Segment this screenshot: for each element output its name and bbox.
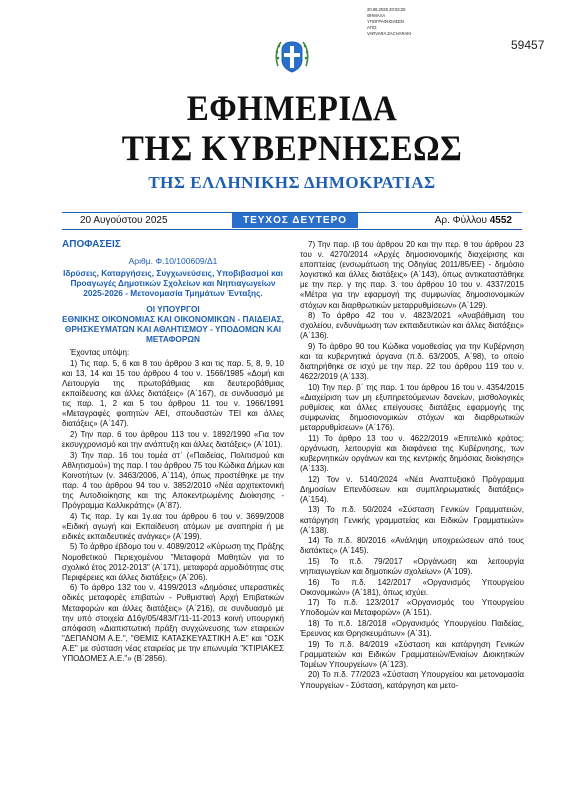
- paragraph: 13) Το π.δ. 50/2024 «Σύσταση Γενικών Γραμματειών, κατάργηση Γενικής γραμματείας και Ειδικών Γραμματειών» (Α΄138).: [300, 505, 524, 535]
- paragraph: 2) Την παρ. 6 του άρθρου 113 του ν. 1892/1990 «Για τον εκσυγχρονισμό και την ανάπτυξη και άλλες διατάξεις» (Α΄101).: [62, 429, 284, 450]
- paragraph: 4) Τις παρ. 1γ και 1γ.αα του άρθρου 6 του ν. 3699/2008 «Ειδική αγωγή και Εκπαίδευση ατόμων με αναπηρία ή με ειδικές εκπαιδευτικές ανάγκες» (Α΄199).: [62, 511, 284, 541]
- masthead-line-2: ΤΗΣ ΚΥΒΕΡΝΗΣΕΩΣ: [121, 128, 463, 168]
- paragraph: 10) Την περ. β΄ της παρ. 1 του άρθρου 16 του ν. 4354/2015 «Διαχείριση των μη εξυπηρετούμενων δανείων, μισθολογικές ρυθμίσεις και άλλες επείγουσες διατάξεις εφαρμογής της συμφωνίας δημοσιονομικών στόχων και διαρθρωτικών μεταρρυθμίσεων» (Α΄176).: [300, 382, 524, 433]
- signature-line: VARVARA ZACHARAKI: [367, 31, 412, 36]
- paragraph: 5) Το άρθρο έβδομο του ν. 4089/2012 «Κύρωση της Πράξης Νομοθετικού Περιεχομένου "Μεταφορά Μαθητών για το σχολικό έτος 2012-2013" (Α΄171), μεταφορά αρμοδιότητας στις Περιφέρειες και άλλες διατάξεις» (Α΄206).: [62, 542, 284, 582]
- signature-line: ΘΗΜΑΛΑ: [367, 13, 386, 18]
- paragraph: 18) Το π.δ. 18/2018 «Οργανισμός Υπουργείου Παιδείας, Έρευνας και Θρησκευμάτων» (Α΄31).: [300, 618, 524, 639]
- paragraph: 11) Το άρθρο 13 του ν. 4622/2019 «Επιτελικό κράτος: οργάνωση, λειτουργία και διαφάνεια της Κυβέρνησης, των κυβερνητικών οργάνων και της κεντρικής δημόσιας διοίκησης» (Α΄133).: [300, 433, 524, 474]
- left-column: [62, 240, 284, 665]
- issue-date: 20 Αυγούστου 2025: [80, 215, 168, 226]
- signature-line: ΑΠΟ:: [367, 25, 378, 30]
- paragraph: 9) Το άρθρο 90 του Κώδικα νομοθεσίας για την Κυβέρνηση και τα κυβερνητικά όργανα (π.δ. 63/2005, Α΄98), το οποίο διατηρήθηκε σε ισχύ με την περ. 22 του άρθρου 119 του ν. 4622/2019 (Α΄133).: [300, 341, 524, 382]
- paragraph: 3) Την παρ. 16 του τομέα στ΄ («Παιδείας, Πολιτισμού και Αθλητισμού») της παρ. Ι του άρθρου 75 του Κώδικα Δήμων και Κοινοτήτων (ν. 3463/2006, Α΄114), όπως προστέθηκε με την παρ. 4 του άρθρου 94 του ν. 3852/2010 «Νέα αρχιτεκτονική της Αυτοδιοίκησης και της Αποκεντρωμένης Διοίκησης - Πρόγραμμα Καλλικράτης» (Α΄87).: [62, 450, 284, 511]
- paragraph: 1) Τις παρ. 5, 6 και 8 του άρθρου 3 και τις παρ. 5, 8, 9, 10 και 13, 14 και 15 του άρθρου 4 του ν. 1566/1985 «Δομή και Λειτουργία της πρωτοβάθμιας και δευτεροβάθμιας εκπαίδευσης και άλλες διατάξεις» (Α΄167), σε συνδυασμό με τις παρ. 1, 2 και 5 του άρθρου 11 του ν. 1966/1991 «Μεταγραφές φοιτητών ΑΕΙ, σπουδαστών ΤΕΙ και άλλες διατάξεις» (Α΄147).: [62, 358, 284, 429]
- issue-bar: [62, 212, 522, 230]
- considering-intro: Έχοντας υπόψη:: [70, 348, 130, 358]
- paragraph: 7) Την παρ. ιβ του άρθρου 20 και την περ. θ του άρθρου 23 του ν. 4270/2014 «Αρχές δημοσιονομικής διαχείρισης και εποπτείας (ενσωμάτωση της Οδηγίας 2011/85/ΕΕ) - δημόσιο λογιστικό και άλλες διατάξεις» (Α΄143), όπως αντικαταστάθηκε με την περ. γ της παρ. 3. του άρθρου 10 του ν. 4337/2015 «Μέτρα για την εφαρμογή της συμφωνίας δημοσιονομικών στόχων και διαρθρωτικών μεταρρυθμίσεων» (Α΄129).: [300, 240, 524, 310]
- masthead-subtitle: ΤΗΣ ΕΛΛΗΝΙΚΗΣ ΔΗΜΟΚΡΑΤΙΑΣ: [148, 173, 436, 192]
- sheet-label: Αρ. Φύλλου: [434, 215, 487, 226]
- right-column: [300, 240, 524, 691]
- masthead-line-1: ΕΦΗΜΕΡΙΔΑ: [186, 88, 398, 128]
- decision-title: Ιδρύσεις, Καταργήσεις, Συγχωνεύσεις, Υποβιβασμοί και Προαγωγές Δημοτικών Σχολείων και Νηπιαγωγείων 2025-2026 - Μετονομασία Τμημάτων Ένταξης.: [63, 268, 283, 299]
- page-number: 59457: [511, 38, 545, 52]
- ministers-line-2: ΕΘΝΙΚΗΣ ΟΙΚΟΝΟΜΙΑΣ ΚΑΙ ΟΙΚΟΝΟΜΙΚΩΝ - ΠΑΙΔΕΙΑΣ, ΘΡΗΣΚΕΥΜΑΤΩΝ ΚΑΙ ΑΘΛΗΤΙΣΜΟΥ - ΥΠΟΔΟΜΩΝ ΚΑΙ ΜΕΤΑΦΟΡΩΝ: [62, 314, 284, 345]
- paragraph: 16) Το π.δ. 142/2017 «Οργανισμός Υπουργείου Οικονομικών» (Α΄181), όπως ισχύει.: [300, 577, 524, 597]
- paragraph: 20) Το π.δ. 77/2023 «Σύσταση Υπουργείου και μετονομασία Υπουργείων - Σύσταση, κατάργηση και μετο-: [300, 670, 524, 690]
- digital-signature-stamp: [367, 7, 411, 37]
- paragraph: 19) Το π.δ. 84/2019 «Σύσταση και κατάργηση Γενικών Γραμματειών και Ειδικών Γραμματειών/Ενιαίων Διοικητικών Τομέων Υπουργείων» (Α΄123).: [300, 639, 524, 669]
- paragraph: 8) Το άρθρο 42 του ν. 4823/2021 «Αναβάθμιση του σχολείου, ενδυνάμωση των εκπαιδευτικών και άλλες διατάξεις» (Α΄136).: [300, 311, 524, 341]
- paragraph: 14) Το π.δ. 80/2016 «Ανάληψη υποχρεώσεων από τους διατάκτες» (Α΄145).: [300, 536, 524, 556]
- greek-emblem-icon: [272, 36, 312, 76]
- paragraph: 6) Το άρθρο 132 του ν. 4199/2013 «Δημόσιες υπεραστικές οδικές μεταφορές επιβατών - Ρυθμιστική Αρχή Επιβατικών Μεταφορών και άλλες διατάξεις» (Α΄216), σε συνδυασμό με την υπό στοιχεία Δ16γ/05/483/Γ/11-11-2013 κοινή υπουργική απόφαση «Διαπιστωτική πράξη συγχώνευσης των εταιρειών "ΔΕΠΑΝΟΜ Α.Ε.", "ΘΕΜΙΣ ΚΑΤΑΣΚΕΥΑΣΤΙΚΗ Α.Ε" και "ΟΣΚ Α.Ε" με σύσταση νέας εταιρείας με την επωνυμία "ΚΤΙΡΙΑΚΕΣ ΥΠΟΔΟΜΕΣ Α.Ε."» (Β΄2856).: [62, 583, 284, 663]
- section-title: ΑΠΟΦΑΣΕΙΣ: [62, 239, 121, 250]
- ministers-line-1: ΟΙ ΥΠΟΥΡΓΟΙ: [146, 304, 200, 315]
- signature-line: 20.08.2025 20:03:25: [367, 7, 406, 12]
- issue-sheet-number: [435, 215, 512, 226]
- sheet-value: 4552: [489, 215, 512, 226]
- paragraph: 12) Τον ν. 5140/2024 «Νέα Αναπτυξιακό Πρόγραμμα Δημοσίων Επενδύσεων και συμπληρωματικές διατάξεις» (Α΄154).: [300, 474, 524, 504]
- paragraph: 17) Το π.δ. 123/2017 «Οργανισμός του Υπουργείου Υποδομών και Μεταφορών» (Α΄151).: [300, 598, 524, 618]
- signature-line: ΥΠΟΓΡΑΦΗΣΗΣΕΝ: [367, 19, 404, 24]
- ministers-heading: [62, 304, 284, 344]
- issue-series-badge: ΤΕΥΧΟΣ ΔΕΥΤΕΡΟ: [232, 213, 358, 228]
- decision-number: Αριθμ. Φ.10/100609/Δ1: [128, 256, 218, 267]
- paragraph: 15) Το π.δ. 79/2017 «Οργάνωση και λειτουργία νηπιαγωγείων και δημοτικών σχολείων» (Α΄109).: [300, 556, 524, 576]
